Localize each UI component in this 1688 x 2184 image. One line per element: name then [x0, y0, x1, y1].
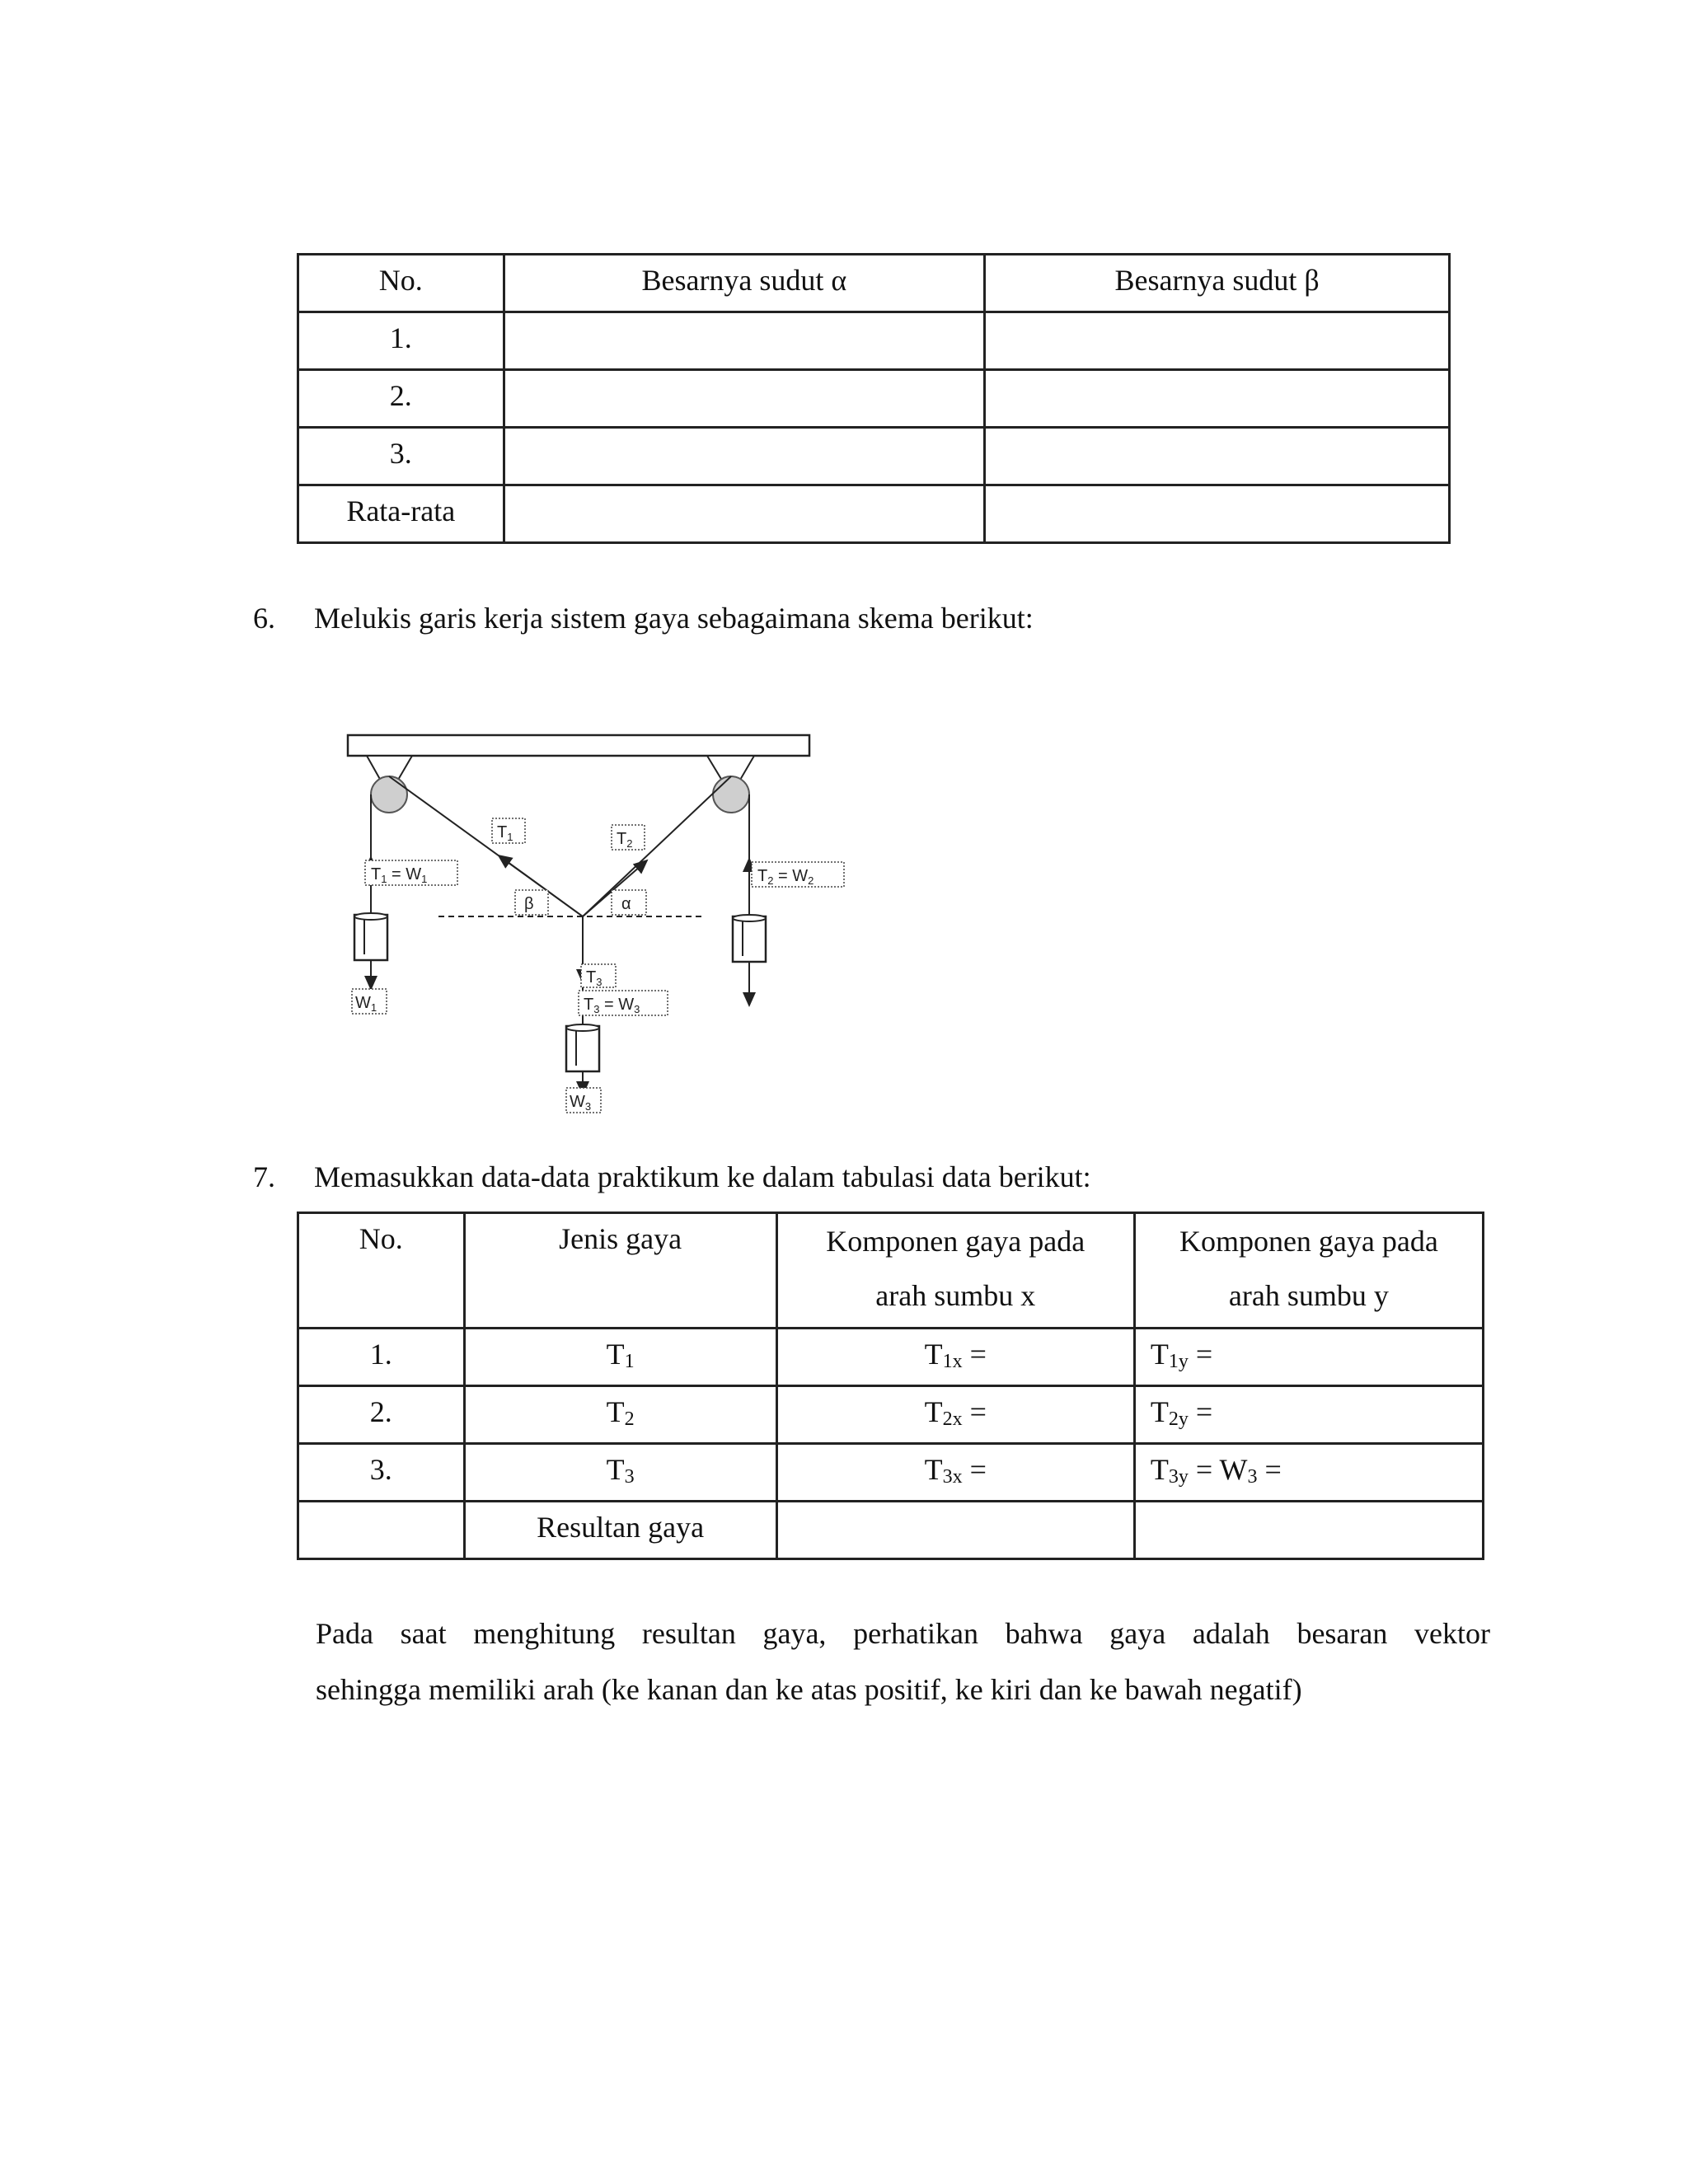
label-t3: T — [586, 968, 597, 987]
item-6-text: Melukis garis kerja sistem gaya sebagaimana skema berikut: — [314, 602, 1034, 635]
label-t1: T — [497, 823, 508, 841]
alpha-cell — [504, 485, 985, 543]
komponen-y-cell: $T_{2y}$ = — [1134, 1386, 1483, 1444]
header-komponen-y: Komponen gaya pada arah sumbu y — [1134, 1213, 1483, 1329]
label-t2: T — [617, 830, 627, 848]
jenis-gaya-cell: $T_3$ — [464, 1444, 776, 1502]
row-no: 2. — [298, 370, 504, 428]
note-paragraph — [316, 1605, 1490, 1718]
row-no: 1. — [298, 312, 504, 370]
header-jenis-gaya: Jenis gaya — [464, 1213, 776, 1329]
header-no: No. — [298, 255, 504, 312]
alpha-cell — [504, 428, 985, 485]
komponen-x-cell: $T_{1x}$ = — [776, 1329, 1134, 1386]
row-no: Rata-rata — [298, 485, 504, 543]
svg-text:T1 = W1: $T_1 = W_1$ — [371, 865, 428, 885]
table-header-row — [298, 1213, 1484, 1329]
ceiling-beam — [348, 735, 809, 756]
header-alpha: Besarnya sudut α — [504, 255, 985, 312]
table-row — [298, 1329, 1484, 1386]
left-pulley — [371, 776, 407, 813]
left-weight — [354, 913, 387, 960]
svg-text:W3: $W_3$ — [570, 1093, 592, 1113]
row-no: 3. — [298, 1444, 465, 1502]
row-no: 3. — [298, 428, 504, 485]
note-line-2: sehingga memiliki arah (ke kanan dan ke atas positif, ke kiri dan ke bawah negatif) — [316, 1673, 1302, 1706]
row-no: 2. — [298, 1386, 465, 1444]
svg-text:T3 = W3: $T_3 = W_3$ — [584, 996, 640, 1015]
table-row-resultan — [298, 1502, 1484, 1559]
komponen-y-cell: $T_{3y} = W_3$ = — [1134, 1444, 1483, 1502]
row-no: 1. — [298, 1329, 465, 1386]
beta-cell — [985, 370, 1450, 428]
resultan-label: Resultan gaya — [464, 1502, 776, 1559]
center-weight — [566, 1024, 599, 1071]
item-7-number: 7. — [253, 1160, 275, 1193]
table-row — [298, 1386, 1484, 1444]
table-row — [298, 312, 1450, 370]
label-t3-w3: T — [584, 996, 594, 1014]
jenis-gaya-cell: $T_1$ — [464, 1329, 776, 1386]
header-no: No. — [298, 1213, 465, 1329]
force-components-table — [297, 1212, 1484, 1560]
table-row — [298, 370, 1450, 428]
svg-text:T2: $T_2$ — [617, 830, 633, 850]
rope-t2 — [583, 776, 731, 916]
komponen-y-cell: $T_{1y}$ = — [1134, 1329, 1483, 1386]
svg-text:T3: $T_3$ — [586, 968, 603, 988]
item-7-text: Memasukkan data-data praktikum ke dalam tabulasi data berikut: — [314, 1160, 1091, 1193]
table-header-row — [298, 255, 1450, 312]
angle-table — [297, 253, 1451, 544]
beta-cell — [985, 312, 1450, 370]
resultan-x-cell — [776, 1502, 1134, 1559]
resultan-y-cell — [1134, 1502, 1483, 1559]
komponen-x-cell: $T_{3x}$ = — [776, 1444, 1134, 1502]
beta-cell — [985, 485, 1450, 543]
svg-text:W1: $W_1$ — [355, 994, 377, 1014]
svg-text:T1: $T_1$ — [497, 823, 513, 843]
label-beta: β — [524, 895, 534, 913]
label-t1-w1: T — [371, 865, 382, 883]
header-komponen-x: Komponen gaya pada arah sumbu x — [776, 1213, 1134, 1329]
table-row — [298, 1444, 1484, 1502]
svg-text:T2 = W2: $T_2 = W_2$ — [757, 867, 814, 887]
komponen-x-cell: $T_{2x}$ = — [776, 1386, 1134, 1444]
jenis-gaya-cell: $T_2$ — [464, 1386, 776, 1444]
table-row — [298, 428, 1450, 485]
label-w3: W — [570, 1093, 585, 1111]
label-w1: W — [355, 994, 371, 1012]
right-pulley — [713, 776, 749, 813]
alpha-cell — [504, 370, 985, 428]
note-line-1: Pada saat menghitung resultan gaya, perhatikan bahwa gaya adalah besaran vektor — [316, 1617, 1490, 1650]
table-row — [298, 485, 1450, 543]
label-t2-w2: T — [757, 867, 768, 885]
resultan-no-cell — [298, 1502, 465, 1559]
header-beta: Besarnya sudut β — [985, 255, 1450, 312]
label-alpha: α — [621, 895, 631, 913]
force-diagram — [330, 725, 857, 1129]
beta-cell — [985, 428, 1450, 485]
right-weight — [733, 915, 766, 962]
item-6-number: 6. — [253, 602, 275, 635]
alpha-cell — [504, 312, 985, 370]
